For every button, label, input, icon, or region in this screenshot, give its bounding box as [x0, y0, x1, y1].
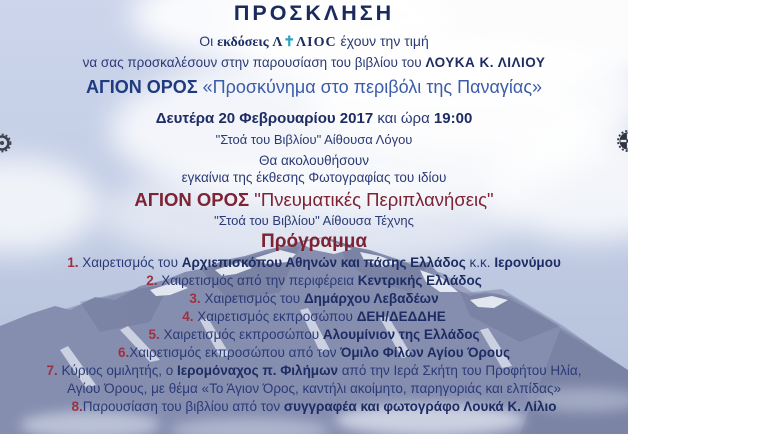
- author-name: ΛΟΥΚΑ Κ. ΛΙΛΙΟΥ: [425, 55, 546, 70]
- publisher-logo-post: ΛΙΟC: [296, 35, 337, 50]
- program-item-2: [0, 272, 628, 290]
- program-item-3-text: Χαιρετισμός του: [204, 291, 304, 306]
- program-item-6: [0, 344, 628, 362]
- book-title-exhibition: [0, 189, 628, 211]
- event-datetime: [0, 110, 628, 127]
- program-item-4-text: Χαιρετισμός εκπροσώπου: [197, 309, 357, 324]
- right-margin: [628, 0, 770, 434]
- program-item-2-text: Χαιρετισμός από την περιφέρεια: [161, 273, 358, 288]
- program-item-8-number: 8.: [71, 399, 83, 414]
- invite-line: [0, 55, 628, 70]
- exhibition-title-caps: ΑΓΙΟΝ ΟΡΟΣ: [134, 189, 250, 210]
- program-item-1-number: 1.: [67, 255, 83, 270]
- book-subtitle: «Προσκύνημα στο περιβόλι της Παναγίας»: [197, 77, 543, 97]
- book-title-caps: ΑΓΙΟΝ ΟΡΟΣ: [85, 77, 198, 97]
- publisher-line-prefix: Οι: [199, 33, 218, 49]
- publisher-logo-pre: Λ: [268, 35, 284, 50]
- program-item-1-text: Χαιρετισμός του: [82, 255, 182, 270]
- program-item-7-post: από την Ιερά Σκήτη του Προφήτου Ηλία,: [337, 363, 582, 378]
- publisher-word: εκδόσεις: [217, 35, 269, 50]
- cross-icon: ✝: [283, 35, 297, 50]
- program-item-5-text: Χαιρετισμός εκπροσώπου: [163, 327, 323, 342]
- program-item-7-continued: Αγίου Όρους, με θέμα «Το Άγιον Όρος, καντήλι ακοίμητο, παρηγοριάς και ελπίδας»: [66, 381, 562, 396]
- program-item-5: [0, 326, 628, 344]
- program-item-5-number: 5.: [148, 327, 164, 342]
- program-item-4-bold: ΔΕΗ/ΔΕΔΔΗΕ: [356, 309, 446, 324]
- program-item-2-bold: Κεντρικής Ελλάδος: [357, 273, 482, 288]
- program-list: [0, 254, 628, 416]
- exhibition-subtitle: "Πνευματικές Περιπλανήσεις": [249, 189, 494, 210]
- publisher-logo: [269, 35, 337, 50]
- program-item-1: [0, 254, 628, 272]
- program-item-4-number: 4.: [182, 309, 198, 324]
- event-datetime-middle: και ώρα: [373, 110, 434, 127]
- program-item-8: [0, 398, 628, 416]
- program-item-1-mid: κ.κ.: [465, 255, 495, 270]
- invite-text: να σας προσκαλέσουν στην παρουσίαση του βιβλίου του: [82, 55, 426, 70]
- program-item-6-bold: Όμιλο Φίλων Αγίου Όρους: [340, 345, 511, 360]
- program-item-8-text: Παρουσίαση του βιβλίου από τον: [82, 399, 284, 414]
- program-item-3-bold: Δημάρχου Λεβαδέων: [303, 291, 439, 306]
- venue-art-hall: "Στοά του Βιβλίου" Αίθουσα Τέχνης: [214, 213, 414, 228]
- exhibition-line: εγκαίνια της έκθεσης Φωτογραφίας του ιδίου: [181, 170, 447, 185]
- event-date: Δευτέρα 20 Φεβρουαρίου 2017: [155, 110, 374, 127]
- venue-speech-hall: "Στοά του Βιβλίου" Αίθουσα Λόγου: [215, 132, 413, 147]
- program-item-7: [0, 362, 628, 380]
- followup-intro: Θα ακολουθήσουν: [258, 153, 370, 168]
- program-item-6-text: Χαιρετισμός εκπροσώπου από τον: [129, 345, 341, 360]
- program-item-7-number: 7.: [46, 363, 62, 378]
- program-item-7-text: Κύριος ομιλητής, ο: [61, 363, 178, 378]
- program-item-8-bold: συγγραφέα και φωτογράφο Λουκά Κ. Λίλιο: [283, 399, 557, 414]
- program-item-3: [0, 290, 628, 308]
- invitation-title: ΠΡΟΣΚΛΗΣΗ: [233, 1, 395, 25]
- program-item-3-number: 3.: [189, 291, 205, 306]
- program-item-5-bold: Αλουμίνιον της Ελλάδος: [322, 327, 480, 342]
- publisher-line-suffix: έχουν την τιμή: [336, 33, 429, 49]
- book-title-primary: [0, 77, 628, 98]
- publisher-line: [0, 33, 628, 51]
- program-item-6-number: 6.: [117, 345, 130, 360]
- program-title: Πρόγραμμα: [260, 231, 367, 252]
- compass-seal-icon-left: [0, 132, 20, 154]
- program-item-7-bold: Ιερομόναχος π. Φιλήμων: [177, 363, 338, 378]
- program-item-2-number: 2.: [146, 273, 162, 288]
- program-item-4: [0, 308, 628, 326]
- program-item-1-bold: Αρχιεπισκόπου Αθηνών και πάσης Ελλάδος: [181, 255, 466, 270]
- event-time: 19:00: [433, 110, 473, 127]
- program-item-1-bold2: Ιερονύμου: [494, 255, 561, 270]
